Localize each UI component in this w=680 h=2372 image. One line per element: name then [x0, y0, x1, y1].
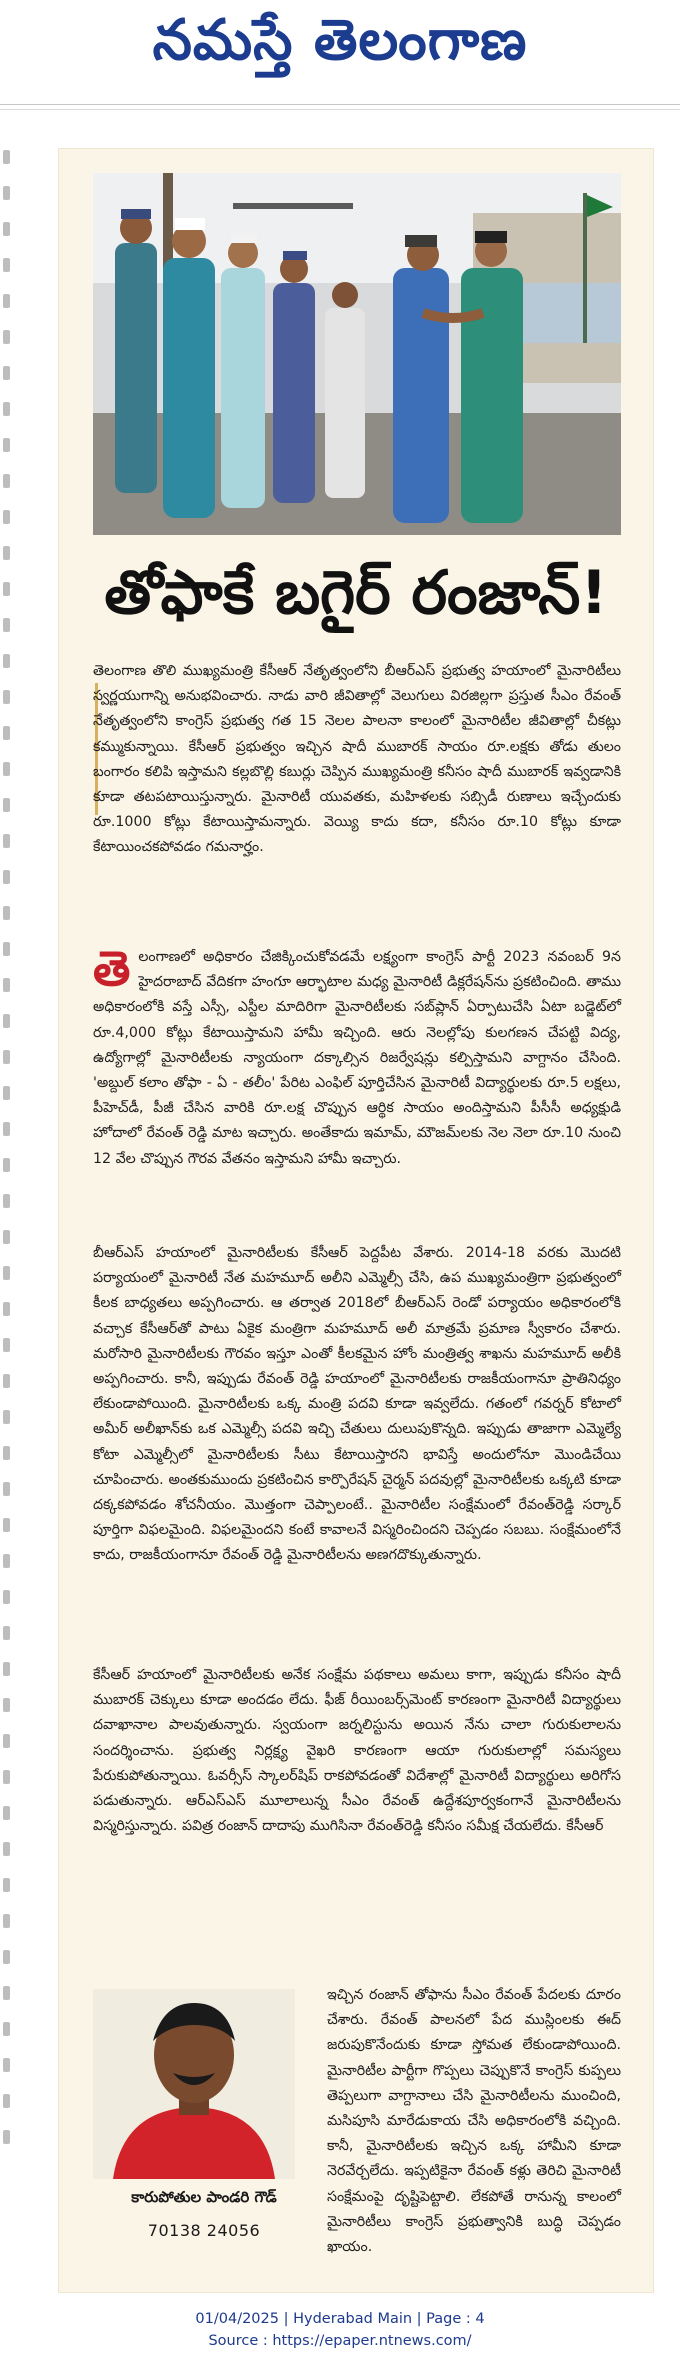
article-lead: తెలంగాణ తొలి ముఖ్యమంత్రి కేసీఆర్ నేతృత్వంలోని బీఆర్ఎస్ ప్రభుత్వ హయాంలో మైనారిటీలు స్వర్ణయుగాన్ని అనుభవించారు. నాడు వారి జీవితాల్లో వెలుగులు విరజిల్లగా ప్రస్తుత సీఎం రేవంత్ నేతృత్వంలోని కాంగ్రెస్ ప్రభుత్వ గత 15 నెలల పాలనా కాలంలో మైనారిటీల జీవితాల్లో చీకట్లు కమ్ముకున్నాయి. కేసీఆర్ ప్రభుత్వం ఇచ్చిన షాదీ ముబారక్ సాయం రూ.లక్షకు తోడు తులం బంగారం కలిపి ఇస్తామని కల్లబొల్లి కబుర్లు చెప్పిన ముఖ్యమంత్రి కనీసం షాదీ ముబారక్ ఇవ్వడానికి కూడా తటపటాయిస్తున్నారు. మైనారిటీ యువతకు, మహిళలకు సబ్సిడీ రుణాలు ఇచ్చేందుకు రూ.1000 కోట్లు కేటాయిస్తామన్నారు. వెయ్యి కాదు కదా, కనీసం రూ.10 కోట్లు కూడా కేటాయించకపోవడం గమనార్హం.	[93, 663, 621, 856]
article-clipping[interactable]	[58, 148, 654, 2293]
paragraph-1-text: లంగాణలో అధికారం చేజిక్కించుకోవడమే లక్ష్యంగా కాంగ్రెస్ పార్టీ 2023 నవంబర్ 9న హైదరాబాద్ వేదికగా హంగూ ఆర్భాటాల మధ్య మైనారిటీ డిక్లరేషన్‌ను ప్రకటించింది. తాము అధికారంలోకి వస్తే ఎస్సీ, ఎస్టీల మాదిరిగా మైనారిటీలకు సబ్‌ప్లాన్ ఏర్పాటుచేసి ఏటా బడ్జెట్‌లో రూ.4,000 కోట్లు కేటాయిస్తామని హామీ ఇచ్చింది. ఆరు నెలల్లోపు కులగణన చేపట్టి విద్య, ఉద్యోగాల్లో మైనారిటీలకు న్యాయంగా దక్కాల్సిన రిజర్వేషన్లు కల్పిస్తామని వాగ్దానం చేసింది. 'అబ్దుల్ కలాం తోఫా - ఏ - తలీం' పేరిట ఎంఫిల్ పూర్తిచేసిన మైనారిటీ విద్యార్థులకు రూ.5 లక్షలు, పీహెచ్‌డీ, పీజీ చేసిన వారికి రూ.లక్ష చొప్పున ఆర్థిక సాయం అందిస్తామని పీసీసీ అధ్యక్షుడి హోదాలో రేవంత్ రెడ్డి మాట ఇచ్చారు. అంతేకాదు ఇమామ్, మౌజమ్‌లకు నెల నెలా రూ.10 నుంచి 12 వేల చొప్పున గౌరవ వేతనం ఇస్తామని హామీ ఇచ్చారు.	[93, 949, 621, 1167]
article-paragraph-1	[93, 941, 621, 1172]
adjacent-column-edge	[0, 150, 14, 2250]
article-paragraph-3: కేసీఆర్ హయాంలో మైనారిటీలకు అనేక సంక్షేమ పథకాలు అమలు కాగా, ఇప్పుడు కనీసం షాదీ ముబారక్ చెక్కులు కూడా అందడం లేదు. ఫీజ్ రీయింబర్స్‌మెంట్ కారణంగా మైనారిటీ విద్యార్థులు దవాఖానాల పాలవుతున్నారు. స్వయంగా జర్నలిస్టును అయిన నేను చాలా గురుకులాలను సందర్శించాను. ప్రభుత్వ నిర్లక్ష్య వైఖరి కారణంగా ఆయా గురుకులాల్లో సమస్యలు పేరుకుపోతున్నాయి. ఓవర్సీస్ స్కాలర్‌షిప్ రాకపోవడంతో విదేశాల్లో మైనారిటీ విద్యార్థులు అరిగోస పడుతున్నారు. ఆర్ఎస్ఎస్ మూలాలున్న సీఎం రేవంత్ ఉద్దేశపూర్వకంగానే మైనారిటీలను విస్మరిస్తున్నారు. పవిత్ర రంజాన్ దాదాపు ముగిసినా రేవంత్‌రెడ్డి కనీసం సమీక్ష చేయలేదు. కేసీఆర్	[93, 1667, 621, 1835]
article-paragraph-2: బీఆర్ఎస్ హయాంలో మైనారిటీలకు కేసీఆర్ పెద్దపీట వేశారు. 2014-18 వరకు మొదటి పర్యాయంలో మైనారిటీ నేత మహమూద్ అలీని ఎమ్మెల్సీ చేసి, ఉప ముఖ్యమంత్రిగా ప్రభుత్వంలో కీలక బాధ్యతలు అప్పగించారు. ఆ తర్వాత 2018లో బీఆర్ఎస్ రెండో పర్యాయం అధికారంలోకి వచ్చాక కేసీఆర్‌తో పాటు ఏకైక మంత్రిగా మహమూద్ అలీ మాత్రమే ప్రమాణ స్వీకారం చేశారు. మరోసారి మైనారిటీలకు గౌరవం ఇస్తూ ఎంతో కీలకమైన హోం మంత్రిత్వ శాఖను మహమూద్ అలీకి అప్పగించారు. కానీ, ఇప్పుడు రేవంత్ రెడ్డి హయాంలో మైనారిటీలకు రాజకీయంగానూ ప్రాతినిధ్యం లేకుండాపోయింది. మైనారిటీలకు ఒక్క మంత్రి పదవి కూడా ఇవ్వలేదు. గతంలో గవర్నర్ కోటాలో అమీర్ అలీఖాన్‌కు ఒక ఎమ్మెల్సీ పదవి ఇచ్చి చేతులు దులుపుకొన్నది. ఇప్పుడు తాజాగా ఎమ్మెల్యే కోటా ఎమ్మెల్సీలో మైనారిటీలకు సీటు కేటాయిస్తారని భావిస్తే అందులోనూ మొండిచేయి చూపించారు. అంతకుముందు ప్రకటించిన కార్పొరేషన్ చైర్మన్ పదవుల్లో మైనారిటీలకు ఒక్కటి కూడా దక్కకపోవడం శోచనీయం. మొత్తంగా చెప్పాలంటే.. మైనారిటీల సంక్షేమంలో రేవంత్‌రెడ్డి సర్కార్ పూర్తిగా విఫలమైంది. విఫలమైందని కంటే కావాలనే విస్మరించిందని చెప్పడం సబబు. సంక్షేమంలోనే కాదు, రాజకీయంగానూ రేవంత్ రెడ్డి మైనారిటీలను అణగదొక్కుతున్నారు.	[93, 1245, 621, 1564]
person-2	[163, 218, 215, 518]
masthead-divider-secondary	[0, 109, 680, 110]
person-7	[461, 231, 523, 523]
page-footer	[0, 2308, 680, 2352]
edition-info: 01/04/2025 | Hyderabad Main | Page : 4	[195, 2311, 485, 2327]
author-portrait	[93, 1989, 295, 2179]
masthead-divider	[0, 104, 680, 105]
person-6	[393, 235, 449, 523]
drop-cap: తె	[93, 941, 131, 997]
person-3	[221, 233, 265, 508]
person-4	[273, 251, 315, 503]
author-phone[interactable]: 70138 24056	[147, 2221, 261, 2240]
masthead	[0, 0, 680, 112]
author-name: కారుపోతుల పాండరి గౌడ్	[131, 2188, 277, 2206]
article-photo	[93, 173, 621, 535]
person-5	[325, 282, 365, 498]
author-photo	[93, 1989, 295, 2179]
newspaper-logo: నమస్తే తెలంగాణ	[152, 7, 528, 73]
source-link[interactable]: Source : https://epaper.ntnews.com/	[208, 2333, 472, 2349]
article-headline: తోఫాకే బగైర్ రంజాన్!	[104, 558, 608, 628]
person-1	[115, 209, 157, 493]
article-paragraph-4: ఇచ్చిన రంజాన్ తోఫాను సీఎం రేవంత్ పేదలకు దూరం చేశారు. రేవంత్ పాలనలో పేద ముస్లింలకు ఈద్ జరుపుకొనేందుకు కూడా స్తోమత లేకుండాపోయింది. మైనారిటీల పార్టీగా గొప్పలు చెప్పుకొనే కాంగ్రెస్ కుప్పలు తెప్పలుగా వాగ్దానాలు చేసి మైనారిటీలను ముంచింది, మసిపూసి మారేడుకాయ చేసి అధికారంలోకి వచ్చింది. కానీ, మైనారిటీలకు ఇచ్చిన ఒక్క హామీని కూడా నెరవేర్చలేదు. ఇప్పటికైనా రేవంత్ కళ్లు తెరిచి మైనారిటీ సంక్షేమంపై దృష్టిపెట్టాలి. లేకపోతే రానున్న కాలంలో మైనారిటీలు కాంగ్రెస్ ప్రభుత్వానికి బుద్ధి చెప్పడం ఖాయం.	[327, 1987, 621, 2256]
eid-greeting-photo	[93, 173, 621, 535]
